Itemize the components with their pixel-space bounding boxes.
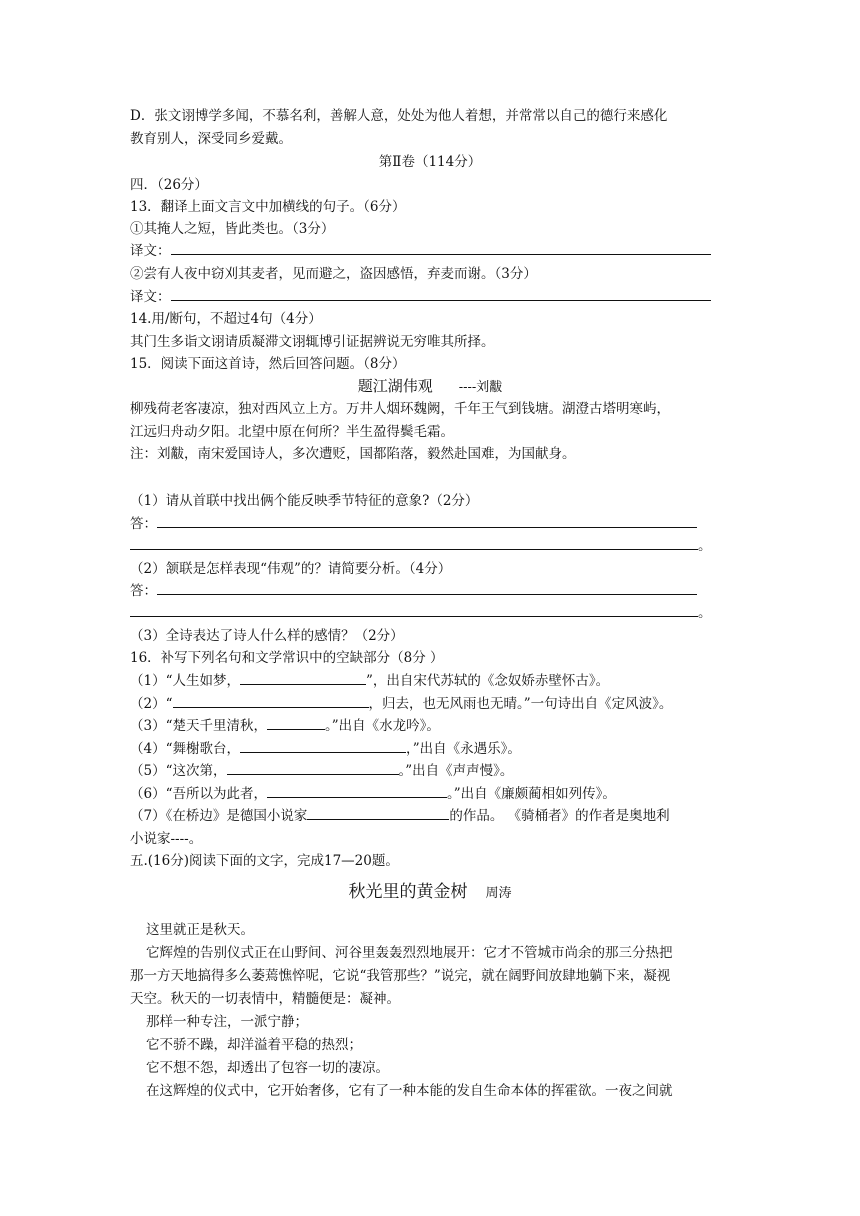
poem-line-2: 江远归舟动夕阳。北望中原在何所？半生盈得鬓毛霜。 [130,424,454,440]
answer-label: 答： [130,583,157,599]
essay-paragraph-2-line-1: 它辉煌的告别仪式正在山野间、河谷里轰轰烈烈地展开：它才不管城市尚余的那三分热把 [146,945,673,961]
essay-title: 秋光里的黄金树 [348,882,468,902]
translation-line-2 [130,287,711,307]
question-15-1: （1）请从首联中找出俩个能反映季节特征的意象?（2分） [130,493,479,509]
fill-4-prefix: （4）“舞榭歌台， [130,741,240,757]
option-d-line-1: D．张文诩博学多闻，不慕名利，善解人意，处处为他人着想，并常常以自己的德行来感化 [130,108,668,124]
answer-blank-2a[interactable] [157,581,697,595]
translation-blank-2[interactable] [171,287,711,301]
essay-paragraph-2-line-3: 天空。秋天的一切表情中，精髓便是：凝神。 [130,991,400,1007]
question-14-text: 其门生多诣文诩请质凝滞文诩辄博引证据辨说无穷唯其所择。 [130,334,495,350]
answer-blank-1a[interactable] [157,514,697,528]
fill-blank-3[interactable] [267,716,325,730]
fill-5-suffix: 。”出自《声声慢》。 [398,763,514,779]
volume-heading: 第Ⅱ卷（114分） [378,154,482,170]
fill-item-2 [130,694,672,714]
translation-line-1 [130,241,711,261]
fill-blank-6[interactable] [267,784,447,798]
essay-paragraph-2-line-2: 那一方天地搞得多么萎蔫憔悴呢，它说“我管那些？”说完，就在阔野间放肆地躺下来，凝视 [130,968,671,984]
question-15: 15．阅读下面这首诗，然后回答问题。（8分） [130,356,406,372]
fill-3-suffix: 。”出自《水龙吟》。 [325,718,440,734]
fill-item-4 [130,739,521,759]
answer-line-1b [130,536,712,556]
fill-item-1 [130,671,609,691]
fill-5-prefix: （5）“这次第， [130,763,227,779]
essay-paragraph-5: 它不想不怨，却透出了包容一切的凄凉。 [146,1060,389,1076]
fill-6-suffix: 。”出自《廉颇蔺相如列传》。 [447,786,616,802]
fill-3-prefix: （3）“楚天千里清秋， [130,718,267,734]
poem-heading [0,376,860,398]
answer-line-2a [130,581,697,601]
essay-heading [0,882,860,904]
fill-blank-1[interactable] [240,671,366,685]
fill-2-prefix: （2）“ [130,696,173,712]
answer-line-1a [130,514,697,534]
fill-item-6 [130,784,616,804]
poem-line-1: 柳残荷老客凄凉，独对西风立上方。万井人烟环魏阙，千年王气到钱塘。湖澄古塔明寒屿， [130,401,670,417]
section-four-heading: 四．（26分） [130,177,208,193]
translation-blank-1[interactable] [171,241,711,255]
question-13: 13．翻译上面文言文中加横线的句子。（6分） [130,199,406,215]
essay-paragraph-6: 在这辉煌的仪式中，它开始奢侈，它有了一种本能的发自生命本体的挥霍欲。一夜之间就 [146,1083,673,1099]
answer-label: 答： [130,516,157,532]
fill-item-5 [130,761,513,781]
answer-line-2b [130,603,712,623]
section-five-heading: 五.(16分)阅读下面的文字，完成17—20题。 [130,853,399,869]
fill-4-suffix: ，”出自《永遇乐》。 [406,741,521,757]
question-14: 14.用/断句，不超过4句（4分） [130,311,322,327]
translation-label: 译文： [130,289,171,305]
essay-paragraph-4: 它不骄不躁，却洋溢着平稳的热烈； [146,1037,362,1053]
fill-1-prefix: （1）“人生如梦， [130,673,240,689]
fill-7-suffix: 的作品。 《骑桶者》的作者是奥地利 [449,808,670,824]
question-15-3: （3）全诗表达了诗人什么样的感情？（2分） [130,628,404,644]
answer-blank-2b[interactable] [130,603,698,617]
fill-1-suffix: ”，出自宋代苏轼的《念奴娇赤壁怀古》。 [366,673,610,689]
fill-blank-5[interactable] [227,761,399,775]
poem-title: 题江湖伟观 [357,377,433,395]
answer-blank-1b[interactable] [130,536,698,550]
essay-paragraph-1: 这里就正是秋天。 [146,922,254,938]
answer-period: 。 [698,605,712,621]
fill-6-prefix: （6）“吾所以为此者， [130,786,267,802]
option-d-line-2: 教育别人，深受同乡爱戴。 [130,131,292,147]
essay-paragraph-3: 那样一种专注，一派宁静； [146,1014,308,1030]
fill-blank-4[interactable] [240,739,406,753]
answer-period: 。 [698,538,712,554]
fill-item-7 [130,806,670,826]
fill-blank-7[interactable] [307,806,449,820]
fill-blank-2[interactable] [173,694,369,708]
fill-2-suffix: ，归去，也无风雨也无晴。”一句诗出自《定风波》。 [368,696,673,712]
poem-note: 注：刘黻，南宋爱国诗人，多次遭贬，国都陷落，毅然赴国难，为国献身。 [130,446,576,462]
poem-author: ----刘黻 [458,380,503,395]
question-13-2: ②尝有人夜中窃刈其麦者，见而避之，盗因感悟，弃麦而谢。（3分） [130,266,537,282]
fill-7-prefix: （7）《在桥边》是德国小说家 [130,808,308,824]
essay-author: 周涛 [485,886,512,901]
fill-item-3 [130,716,440,736]
fill-item-7-cont: 小说家----。 [130,831,203,847]
question-13-1: ①其掩人之短，皆此类也。（3分） [130,221,335,237]
translation-label: 译文： [130,243,171,259]
question-16: 16．补写下列名句和文学常识中的空缺部分（8分 ） [130,650,444,666]
question-15-2: （2）颔联是怎样表现“伟观”的？请简要分析。（4分） [130,561,452,577]
